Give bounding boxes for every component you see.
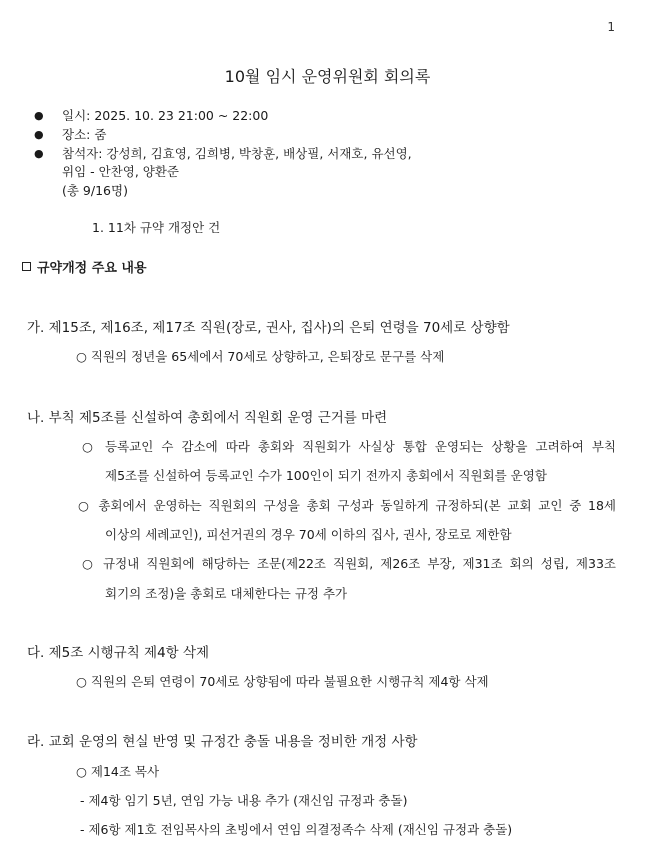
info-date: [34, 106, 269, 126]
item-na-sub1-line1: ○ 등록교인 수 감소에 따라 총회와 직원회가 사실상 통합 운영되는 상황을 고려하여 부칙: [82, 439, 616, 454]
item-da-heading: 다. 제5조 시행규칙 제4항 삭제: [27, 645, 210, 661]
attendees-line1: 참석자: 강성희, 김효영, 김희병, 박창훈, 배상필, 서재호, 유선영,: [62, 146, 412, 161]
item-na-sub2-line2: 이상의 세례교인), 피선거권의 경우 70세 이하의 집사, 권사, 장로로 제한함: [105, 527, 512, 542]
item-ra-heading: 라. 교회 운영의 현실 반영 및 규정간 충돌 내용을 정비한 개정 사항: [27, 734, 418, 750]
item-na-sub3-line2: 회기의 조정)을 총회로 대체한다는 규정 추가: [105, 586, 348, 601]
info-attendees: [34, 144, 412, 164]
date-text: 일시: 2025. 10. 23 21:00 ~ 22:00: [62, 108, 269, 123]
page-title: 10월 임시 운영위원회 회의록: [224, 67, 431, 86]
square-bullet-icon: [22, 262, 31, 271]
item-na-heading: 나. 부칙 제5조를 신설하여 총회에서 직원회 운영 근거를 마련: [27, 410, 388, 426]
page-number: 1: [607, 20, 615, 34]
bullet-icon: ●: [34, 109, 44, 122]
item-ra-sub1: ○ 제14조 목사: [76, 764, 160, 779]
item-ra-dash2: - 제6항 제1호 전임목사의 초빙에서 연임 의결정족수 삭제 (재신임 규정과 충돌): [80, 822, 513, 837]
item-ra-dash1: - 제4항 임기 5년, 연임 가능 내용 추가 (재신임 규정과 충돌): [80, 793, 408, 808]
item-na-sub3-line1: ○ 규정내 직원회에 해당하는 조문(제22조 직원회, 제26조 부장, 제31조 회의 성립, 제33조: [82, 556, 616, 571]
place-text: 장소: 줌: [62, 127, 107, 142]
section-title: 규약개정 주요 내용: [37, 261, 147, 276]
item-ga-heading: 가. 제15조, 제16조, 제17조 직원(장로, 권사, 집사)의 은퇴 연령을 70세로 상향함: [27, 320, 510, 336]
bullet-icon: ●: [34, 128, 44, 141]
section-heading: [22, 257, 147, 276]
item-na-sub2-line1: ○ 총회에서 운영하는 직원회의 구성을 총회 구성과 동일하게 규정하되(본 교회 교인 중 18세: [78, 498, 616, 513]
bullet-icon: ●: [34, 147, 44, 160]
item-ga-sub1: ○ 직원의 정년을 65세에서 70세로 상향하고, 은퇴장로 문구를 삭제: [76, 349, 445, 364]
attendees-proxy: 위임 - 안찬영, 양환준: [62, 164, 180, 179]
agenda-item: 1. 11차 규약 개정안 건: [92, 220, 221, 235]
item-da-sub1: ○ 직원의 은퇴 연령이 70세로 상향됨에 따라 불필요한 시행규칙 제4항 삭제: [76, 674, 489, 689]
item-na-sub1-line2: 제5조를 신설하여 등록교인 수가 100인이 되기 전까지 총회에서 직원회를 운영함: [105, 468, 547, 483]
attendees-total: (총 9/16명): [62, 183, 128, 198]
info-place: [34, 125, 107, 145]
